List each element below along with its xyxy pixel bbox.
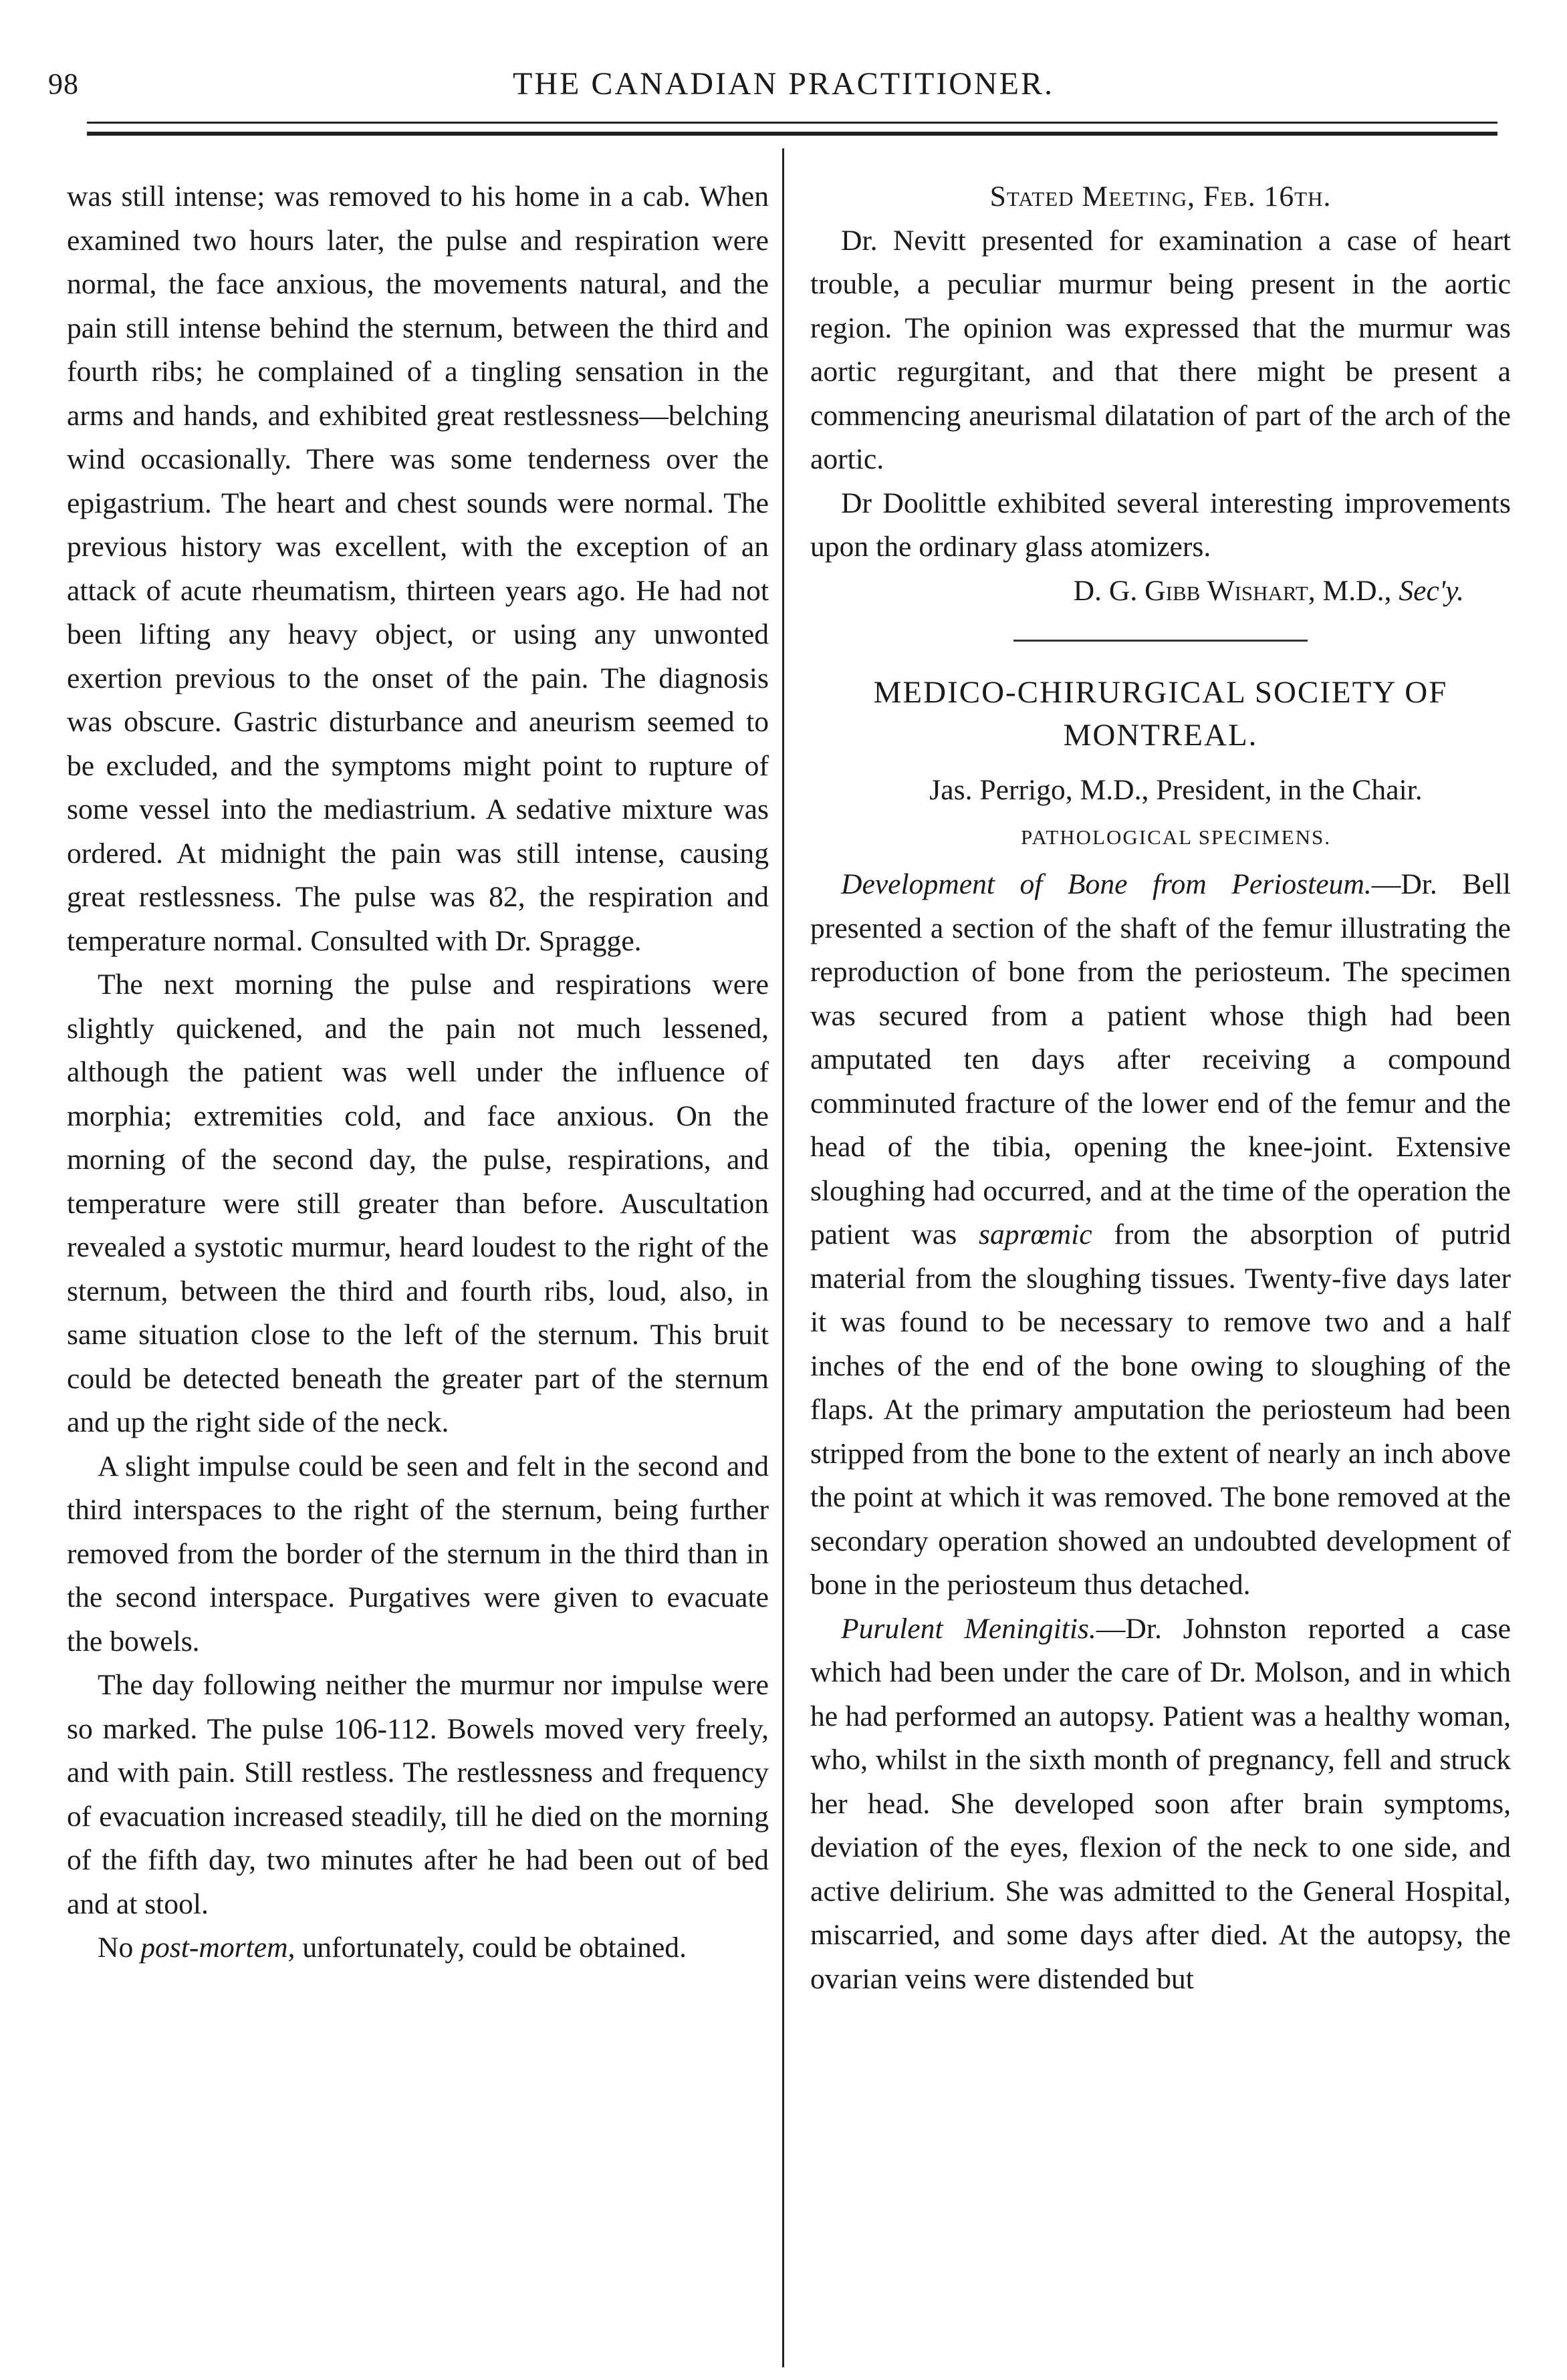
meningitis-paragraph — [810, 1607, 1511, 2002]
society-heading — [810, 671, 1511, 757]
society-heading-line2: MONTREAL. — [1063, 718, 1258, 753]
secretary-signature — [810, 569, 1511, 614]
meningitis-title: Purulent Meningitis. — [841, 1612, 1096, 1645]
bone-development-italic: saprœmic — [979, 1218, 1092, 1250]
stated-meeting-heading: Stated Meeting, Feb. 16th. — [989, 180, 1332, 213]
left-column — [67, 175, 769, 1970]
bone-development-text-a: —Dr. Bell presented a section of the shaft of the femur illustrating the reproduction of bone from the periosteum. The specimen was secured from a patient whose thigh had been amputated ten days after receiving a compound comminuted fracture of the lower end of the femur and the head of the tibia, opening the knee-joint. Extensive sloughing had occurred, and at the time of the operation the patient was — [810, 868, 1511, 1250]
nevitt-paragraph: Dr. Nevitt presented for examination a case of heart trouble, a peculiar murmur being present in the aortic region. The opinion was expressed that the murmur was aortic regurgitant, and that there might be present a commencing aneurismal dilatation of part of the arch of the aortic. — [810, 224, 1511, 475]
page-number: 98 — [48, 68, 79, 100]
signature-name: D. G. Gibb Wishart, M.D., — [1073, 574, 1399, 607]
right-column — [810, 175, 1511, 2001]
section-divider — [1013, 640, 1308, 642]
impulse-paragraph: A slight impulse could be seen and felt in the second and third interspaces to the right of the sternum, being further removed from the border of the sternum in the third than in the second interspace. Purgatives were given to evacuate the bowels. — [67, 1450, 769, 1658]
bone-development-title: Development of Bone from Periosteum. — [841, 868, 1372, 900]
post-mortem-text-a: No — [98, 1932, 141, 1964]
post-mortem-italic: post-mortem, — [140, 1932, 295, 1964]
pathological-specimens-heading: PATHOLOGICAL SPECIMENS. — [1021, 825, 1331, 849]
chair-line: Jas. Perrigo, M.D., President, in the Chair. — [929, 774, 1423, 806]
society-heading-line1: MEDICO-CHIRURGICAL SOCIETY OF — [873, 675, 1448, 710]
meningitis-text: —Dr. Johnston reported a case which had been under the care of Dr. Molson, and in which he had performed an autopsy. Patient was a healthy woman, who, whilst in the sixth month of pregnancy, fell and struck her head. She developed soon after brain symptoms, deviation of the eyes, flexion of the neck to one side, and active delirium. She was admitted to the General Hospital, miscarried, and some days after died. At the autopsy, the ovarian veins were distended but — [810, 1612, 1511, 1995]
header-rule-thin — [87, 122, 1497, 124]
next-morning-paragraph: The next morning the pulse and respirations were slightly quickened, and the pain not much lessened, although the patient was well under the influence of morphia; extremities cold, and face anxious. On the morning of the second day, the pulse, respirations, and temperature were still greater than before. Auscultation revealed a systotic murmur, heard loudest to the right of the sternum, between the third and fourth ribs, loud, also, in same situation close to the left of the sternum. This bruit could be detected beneath the greater part of the sternum and up the right side of the neck. — [67, 968, 769, 1438]
bone-development-paragraph — [810, 863, 1511, 1607]
header-rule-thick — [87, 132, 1497, 136]
day-following-paragraph: The day following neither the murmur nor impulse were so marked. The pulse 106-112. Bowels moved very freely, and with pain. Still restless. The restlessness and frequency of evacuation increased steadily, till he died on the morning of the fifth day, two minutes after he had been out of bed and at stool. — [67, 1669, 769, 1920]
signature-title: Sec'y. — [1399, 574, 1464, 607]
post-mortem-text-b: unfortunately, could be obtained. — [295, 1932, 687, 1964]
doolittle-paragraph: Dr Doolittle exhibited several interesting improvements upon the ordinary glass atomizers. — [810, 487, 1511, 563]
bone-development-text-b: from the absorption of putrid material from the sloughing tissues. Twenty-five days later it was found to be necessary to remove two and a half inches of the end of the bone owing to sloughing of the flaps. At the primary amputation the periosteum had been stripped from the bone to the extent of nearly an inch above the point at which it was removed. The bone removed at the secondary operation showed an undoubted development of bone in the periosteum thus detached. — [810, 1218, 1511, 1601]
case-continuation-paragraph: was still intense; was removed to his home in a cab. When examined two hours later, the pulse and respiration were normal, the face anxious, the movements natural, and the pain still intense behind the sternum, between the third and fourth ribs; he complained of a tingling sensation in the arms and hands, and exhibited great restlessness—belching wind occasionally. There was some tenderness over the epigastrium. The heart and chest sounds were normal. The previous history was excellent, with the exception of an attack of acute rheumatism, thirteen years ago. He had not been lifting any heavy object, or using any unwonted exertion previous to the onset of the pain. The diagnosis was obscure. Gastric disturbance and aneurism seemed to be excluded, and the symptoms might point to rupture of some vessel into the mediastrium. A sedative mixture was ordered. At midnight the pain was still intense, causing great restlessness. The pulse was 82, the respiration and temperature normal. Consulted with Dr. Spragge. — [67, 180, 769, 957]
post-mortem-paragraph — [67, 1926, 769, 1970]
column-divider — [782, 148, 784, 2367]
running-title: THE CANADIAN PRACTITIONER. — [513, 66, 1054, 102]
